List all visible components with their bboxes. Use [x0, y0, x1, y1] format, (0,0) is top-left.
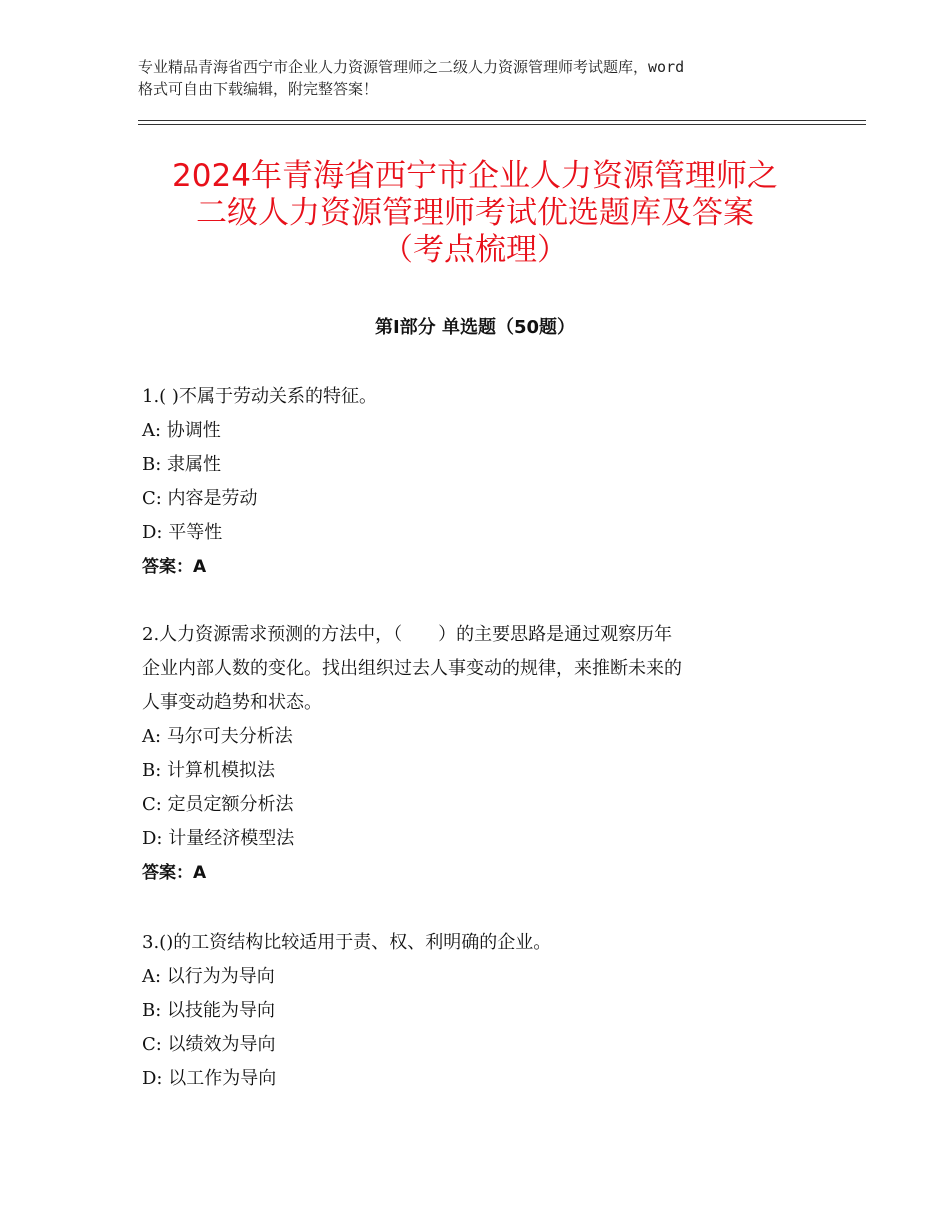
document-title	[120, 158, 830, 269]
question-stem-line-2: 企业内部人数的变化。找出组织过去人事变动的规律，来推断未来的	[142, 658, 682, 679]
option-c: C: 内容是劳动	[142, 488, 258, 509]
answer-label: 答案：A	[142, 863, 207, 883]
option-a: A: 协调性	[142, 420, 221, 441]
answer-label: 答案：A	[142, 557, 207, 577]
question-3	[142, 926, 822, 1096]
header-note-line-1: 专业精品青海省西宁市企业人力资源管理师之二级人力资源管理师考试题库，word	[138, 58, 685, 76]
document-title-line-2: 二级人力资源管理师考试优选题库及答案	[196, 195, 754, 231]
question-stem: 1.( )不属于劳动关系的特征。	[142, 386, 377, 407]
header-note	[138, 56, 828, 100]
question-1	[142, 380, 822, 584]
header-divider-top	[138, 120, 866, 121]
option-c: C: 定员定额分析法	[142, 794, 294, 815]
header-divider-bottom	[138, 124, 866, 125]
option-d: D: 计量经济模型法	[142, 828, 295, 849]
option-b: B: 隶属性	[142, 454, 222, 475]
option-d: D: 以工作为导向	[142, 1068, 277, 1089]
document-title-line-3: （考点梳理）	[382, 232, 568, 268]
option-d: D: 平等性	[142, 522, 223, 543]
option-a: A: 马尔可夫分析法	[142, 726, 293, 747]
section-heading: 第Ⅰ部分 单选题（50题）	[374, 317, 575, 338]
question-stem-line-3: 人事变动趋势和状态。	[142, 692, 322, 713]
option-c: C: 以绩效为导向	[142, 1034, 276, 1055]
question-stem: 3.()的工资结构比较适用于责、权、利明确的企业。	[142, 932, 552, 953]
question-2	[142, 618, 822, 890]
option-b: B: 以技能为导向	[142, 1000, 276, 1021]
option-a: A: 以行为为导向	[142, 966, 275, 987]
document-title-line-1: 2024年青海省西宁市企业人力资源管理师之	[172, 158, 778, 194]
option-b: B: 计算机模拟法	[142, 760, 276, 781]
question-stem-line-1: 2.人力资源需求预测的方法中，（ ）的主要思路是通过观察历年	[142, 624, 673, 645]
header-note-line-2: 格式可自由下载编辑，附完整答案！	[138, 80, 379, 98]
